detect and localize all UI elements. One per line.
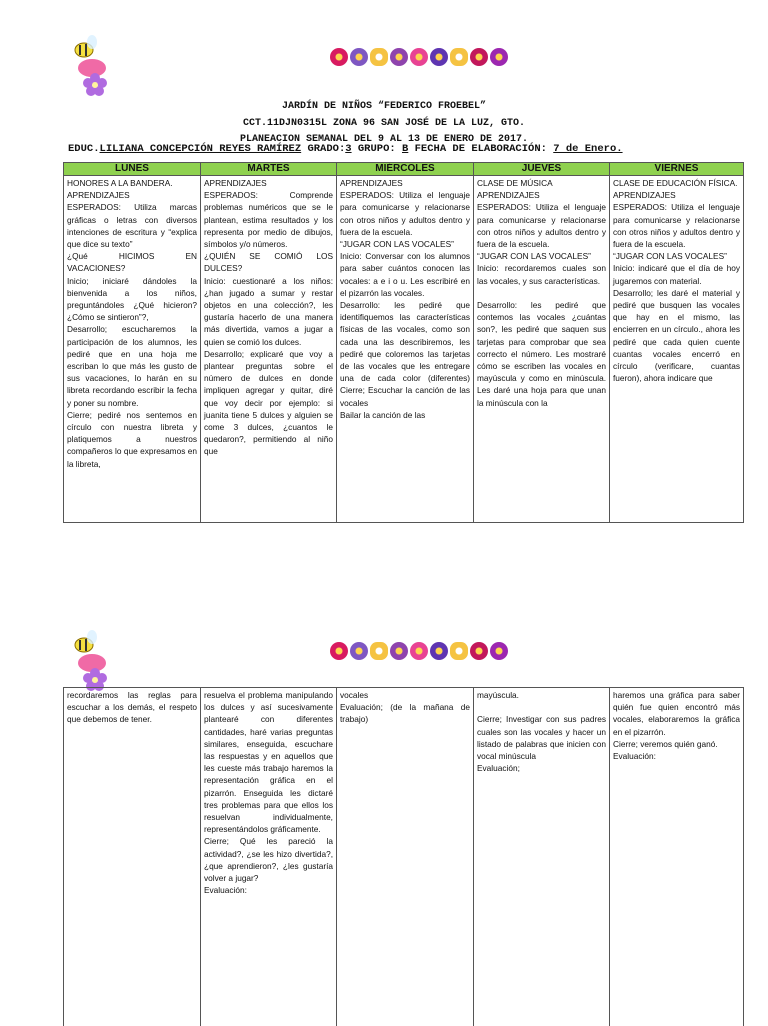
flower-icon xyxy=(490,48,508,66)
flower-icon xyxy=(370,642,388,660)
fecha-value: 7 de Enero. xyxy=(553,143,622,155)
flower-icon xyxy=(330,642,348,660)
school-cct: CCT.11DJN0315L ZONA 96 SAN JOSÉ DE LA LUZ, GTO. xyxy=(0,115,768,132)
jueves-cell: CLASE DE MÚSICA APRENDIZAJES ESPERADOS: Utiliza el lenguaje para comunicarse y relacionarse con otros niños y adultos dentro y fuera de la escuela. “JUGAR CON LAS VOCALES” Inicio: recordaremos cuales son las vocales, y sus características. Desarrollo: les pediré que contemos las vocales ¿cuántas son?, les pediré que saquen sus tarjetas para comprobar que sea correcto el número. Les mostraré cómo se escriben las vocales en mayúscula y como en minúscula. Les daré una hoja para que unan la minúscula con la xyxy=(474,176,610,523)
educator-name: LILIANA CONCEPCIÓN REYES RAMÍREZ xyxy=(100,143,302,155)
flower-icon xyxy=(430,642,448,660)
martes-cell: APRENDIZAJES ESPERADOS: Comprende problemas numéricos que se le plantean, estima resultados y los representa por medio de dibujos, símbolos y/o números. ¿QUIÉN SE COMIÓ LOS DULCES? Inicio: cuestionaré a los niños: ¿han jugado a sumar y restar objetos en una colección?, les gustaría hacerlo de una manera más divertida, vamos a jugar a quien se comió los dulces. Desarrollo; explicaré que voy a plantear preguntas sobre el número de dulces en donde impliquen agregar y quitar, diré que voy decir por ejemplo: si juanita tiene 5 dulces y alguien se come 3 dulces, ¿cuantos le quedaron?, permitiendo al niño que xyxy=(201,176,337,523)
flower-border-bottom xyxy=(330,636,508,666)
bee-flower-icon xyxy=(62,625,132,695)
plan-title: PLANEACION SEMANAL DEL 9 AL 13 DE ENERO DE 2017. xyxy=(0,131,768,148)
day-header: MARTES xyxy=(201,163,337,176)
flower-border-top xyxy=(330,42,508,72)
flower-icon xyxy=(390,642,408,660)
grado-value: 3 xyxy=(345,143,351,155)
flower-icon xyxy=(470,48,488,66)
day-header: JUEVES xyxy=(474,163,610,176)
weekly-plan-table-continued xyxy=(63,687,744,1026)
educ-prefix: EDUC. xyxy=(68,143,100,155)
flower-icon xyxy=(410,48,428,66)
day-header: MIÉRCOLES xyxy=(337,163,474,176)
grupo-label: GRUPO: xyxy=(352,143,402,155)
flower-icon xyxy=(390,48,408,66)
flower-icon xyxy=(470,642,488,660)
day-header: LUNES xyxy=(64,163,201,176)
miercoles-cell: vocales Evaluación; (de la mañana de trabajo) xyxy=(337,688,474,1026)
miercoles-cell: APRENDIZAJES ESPERADOS: Utiliza el lenguaje para comunicarse y relacionarse con otros niños y adultos dentro y fuera de la escuela. “JUGAR CON LAS VOCALES” Inicio: Conversar con los alumnos para saber cuántos conocen las vocales: a e i o u. Les escribiré en el pizarrón las vocales. Desarrollo: les pediré que identifiquemos las características físicas de las vocales, como son cada una las describiremos, les pediré que coloremos las tarjetas de las vocales que les entregare una de cada color (diferentes) Cierre; Escuchar la canción de las vocales Bailar la canción de las xyxy=(337,176,474,523)
flower-icon xyxy=(370,48,388,66)
activity-row xyxy=(64,688,744,1026)
lunes-cell: HONORES A LA BANDERA. APRENDIZAJES ESPERADOS: Utiliza marcas gráficas o letras con diversos intenciones de escritura y “explica que dice su texto” ¿Qué HICIMOS EN VACACIONES? Inicio; iniciaré dándoles la bienvenida a los niños, preguntándoles ¿Qué hicieron? ¿Cómo se sintieron”?, Desarrollo; escucharemos la participación de los alumnos, les pediré que en una hoja me escriban lo que más les gusto de sus vacaciones, lo harán en su libreta recordando escribir la fecha y poner su nombre. Cierre; pediré nos sentemos en círculo con nuestra libreta y platiquemos a nuestros compañeros lo que expresamos en la libreta, xyxy=(64,176,201,523)
grado-label: GRADO: xyxy=(301,143,345,155)
day-header: VIERNES xyxy=(610,163,744,176)
viernes-cell: haremos una gráfica para saber quién fue quien encontró más vocales, elaboraremos la gráfica en el pizarrón. Cierre; veremos quién ganó. Evaluación: xyxy=(610,688,744,1026)
educator-line xyxy=(68,143,623,155)
fecha-label: FECHA DE ELABORACIÓN: xyxy=(408,143,553,155)
flower-icon xyxy=(350,48,368,66)
viernes-cell: CLASE DE EDUCACIÓN FÍSICA. APRENDIZAJES ESPERADOS: Utiliza el lenguaje para comunicarse y relacionarse con otros niños y adultos dentro y fuera de la escuela. “JUGAR CON LAS VOCALES” Inicio: indicaré que el día de hoy jugaremos con material. Desarrollo; les daré el material y pediré que busquen las vocales que hay en el mismo, las encierren en un círculo., ahora les pediré que cada quien cuente cuantas vocales encerró en círculo (verificare, cuantas fueron), ahora indicare que xyxy=(610,176,744,523)
flower-icon xyxy=(330,48,348,66)
flower-icon xyxy=(410,642,428,660)
lunes-cell: recordaremos las reglas para escuchar a los demás, el respeto que debemos de tener. xyxy=(64,688,201,1026)
school-name: JARDÍN DE NIÑOS “FEDERICO FROEBEL” xyxy=(0,98,768,115)
bee-flower-icon xyxy=(62,30,132,100)
flower-icon xyxy=(350,642,368,660)
grupo-value: B xyxy=(402,143,408,155)
martes-cell: resuelva el problema manipulando los dulces y así sucesivamente plantearé con diferentes cantidades, haré varias preguntas similares, enseguida, escuchare las respuestas y en aquellos que les cueste más trabajo haremos la representación gráfica en el pizarrón. Enseguida les dictaré tres problemas para que ellos los resuelvan individualmente, representándolos gráficamente. Cierre; Qué les pareció la actividad?, ¿se les hizo divertida?, ¿que aprendieron?, ¿les gustaría volver a jugar? Evaluación: xyxy=(201,688,337,1026)
jueves-cell: mayúscula. Cierre; Investigar con sus padres cuales son las vocales y hacer un listado de palabras que inicien con vocal minúscula Evaluación; xyxy=(474,688,610,1026)
weekly-plan-table xyxy=(63,162,744,523)
flower-icon xyxy=(430,48,448,66)
flower-icon xyxy=(490,642,508,660)
flower-icon xyxy=(450,642,468,660)
day-header-row xyxy=(64,163,744,176)
activity-row xyxy=(64,176,744,523)
flower-icon xyxy=(450,48,468,66)
